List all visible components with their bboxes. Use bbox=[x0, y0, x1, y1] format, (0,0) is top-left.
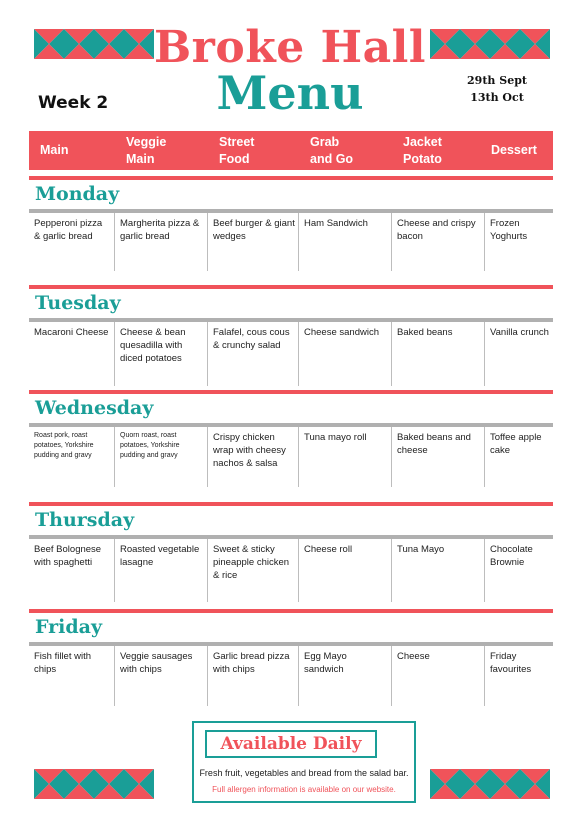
day-heading: Friday bbox=[35, 616, 103, 638]
column-header-main: Main bbox=[40, 143, 69, 157]
triangle-pattern-icon bbox=[124, 769, 154, 799]
menu-row bbox=[29, 427, 553, 487]
column-header-veggie-main: Veggie Main bbox=[126, 134, 167, 166]
menu-item: Egg Mayo sandwich bbox=[299, 646, 392, 706]
triangle-tile bbox=[34, 769, 64, 799]
triangle-tile bbox=[430, 769, 460, 799]
menu-item: Tuna Mayo bbox=[392, 539, 485, 602]
menu-row bbox=[29, 213, 553, 271]
menu-item: Beef Bolognese with spaghetti bbox=[29, 539, 115, 602]
triangle-pattern-icon bbox=[64, 769, 94, 799]
menu-item: Roast pork, roast potatoes, Yorkshire pudding and gravy bbox=[29, 427, 115, 487]
day-heading: Tuesday bbox=[35, 292, 121, 314]
menu-item: Ham Sandwich bbox=[299, 213, 392, 271]
menu-item: Roasted vegetable lasagne bbox=[115, 539, 208, 602]
menu-item: Veggie sausages with chips bbox=[115, 646, 208, 706]
menu-item: Beef burger & giant wedges bbox=[208, 213, 299, 271]
triangle-pattern-icon bbox=[94, 769, 124, 799]
available-daily-title: Available Daily bbox=[205, 730, 377, 758]
menu-item: Sweet & sticky pineapple chicken & rice bbox=[208, 539, 299, 602]
week-label: Week 2 bbox=[38, 93, 109, 113]
column-header-street-food: Street Food bbox=[219, 134, 255, 166]
triangle-tile bbox=[460, 769, 490, 799]
allergen-note: Full allergen information is available on our website. bbox=[212, 785, 396, 794]
triangle-banner-bottom-right bbox=[430, 769, 550, 799]
column-header-jacket-potato: Jacket Potato bbox=[403, 134, 442, 166]
menu-item: Toffee apple cake bbox=[490, 432, 542, 456]
menu-row bbox=[29, 322, 553, 386]
menu-item: Cheese and crispy bacon bbox=[392, 213, 485, 271]
menu-item: Margherita pizza & garlic bread bbox=[115, 213, 208, 271]
menu-item: Baked beans and cheese bbox=[392, 427, 485, 487]
triangle-tile bbox=[490, 769, 520, 799]
day-section-wednesday bbox=[29, 390, 553, 487]
date-first: 29th Sept bbox=[467, 74, 527, 87]
menu-item: Crispy chicken wrap with cheesy nachos & salsa bbox=[208, 427, 299, 487]
triangle-tile bbox=[64, 769, 94, 799]
day-section-tuesday bbox=[29, 285, 553, 386]
menu-item: Cheese sandwich bbox=[299, 322, 392, 386]
menu-item: Friday favourites bbox=[490, 651, 532, 675]
menu-item: Quorn roast, roast potatoes, Yorkshire pudding and gravy bbox=[115, 427, 208, 487]
menu-item: Cheese & bean quesadilla with diced potatoes bbox=[115, 322, 208, 386]
menu-item: Falafel, cous cous & crunchy salad bbox=[208, 322, 299, 386]
salad-bar-note: Fresh fruit, vegetables and bread from the salad bar. bbox=[199, 768, 409, 778]
triangle-banner-bottom-left bbox=[34, 769, 154, 799]
menu-item: Tuna mayo roll bbox=[299, 427, 392, 487]
menu-title: Broke Hall bbox=[153, 22, 427, 73]
triangle-pattern-icon bbox=[520, 769, 550, 799]
day-heading: Monday bbox=[35, 183, 120, 205]
triangle-pattern-icon bbox=[460, 769, 490, 799]
menu-item: Macaroni Cheese bbox=[29, 322, 115, 386]
day-section-friday bbox=[29, 609, 553, 706]
day-heading: Thursday bbox=[35, 509, 135, 531]
triangle-tile bbox=[520, 769, 550, 799]
triangle-pattern-icon bbox=[34, 769, 64, 799]
triangle-tile bbox=[94, 769, 124, 799]
menu-item: Baked beans bbox=[392, 322, 485, 386]
menu-item: Fish fillet with chips bbox=[29, 646, 115, 706]
triangle-tile bbox=[124, 769, 154, 799]
menu-item: Cheese bbox=[392, 646, 485, 706]
menu-row bbox=[29, 539, 553, 602]
day-heading: Wednesday bbox=[35, 397, 154, 419]
day-section-monday bbox=[29, 176, 553, 271]
menu-item: Vanilla crunch bbox=[490, 327, 549, 338]
dates-block bbox=[452, 72, 542, 106]
column-header-bar bbox=[29, 131, 553, 170]
date-second: 13th Oct bbox=[470, 91, 524, 104]
triangle-pattern-icon bbox=[490, 769, 520, 799]
column-header-dessert: Dessert bbox=[491, 143, 537, 157]
menu-item: Frozen Yoghurts bbox=[490, 218, 528, 242]
menu-item: Chocolate Brownie bbox=[490, 544, 533, 568]
day-section-thursday bbox=[29, 502, 553, 602]
menu-row bbox=[29, 646, 553, 706]
triangle-pattern-icon bbox=[430, 769, 460, 799]
column-header-grab-and-go: Grab and Go bbox=[310, 134, 354, 166]
menu-subtitle: Menu bbox=[216, 66, 364, 120]
menu-item: Pepperoni pizza & garlic bread bbox=[29, 213, 115, 271]
menu-item: Cheese roll bbox=[299, 539, 392, 602]
menu-item: Garlic bread pizza with chips bbox=[208, 646, 299, 706]
